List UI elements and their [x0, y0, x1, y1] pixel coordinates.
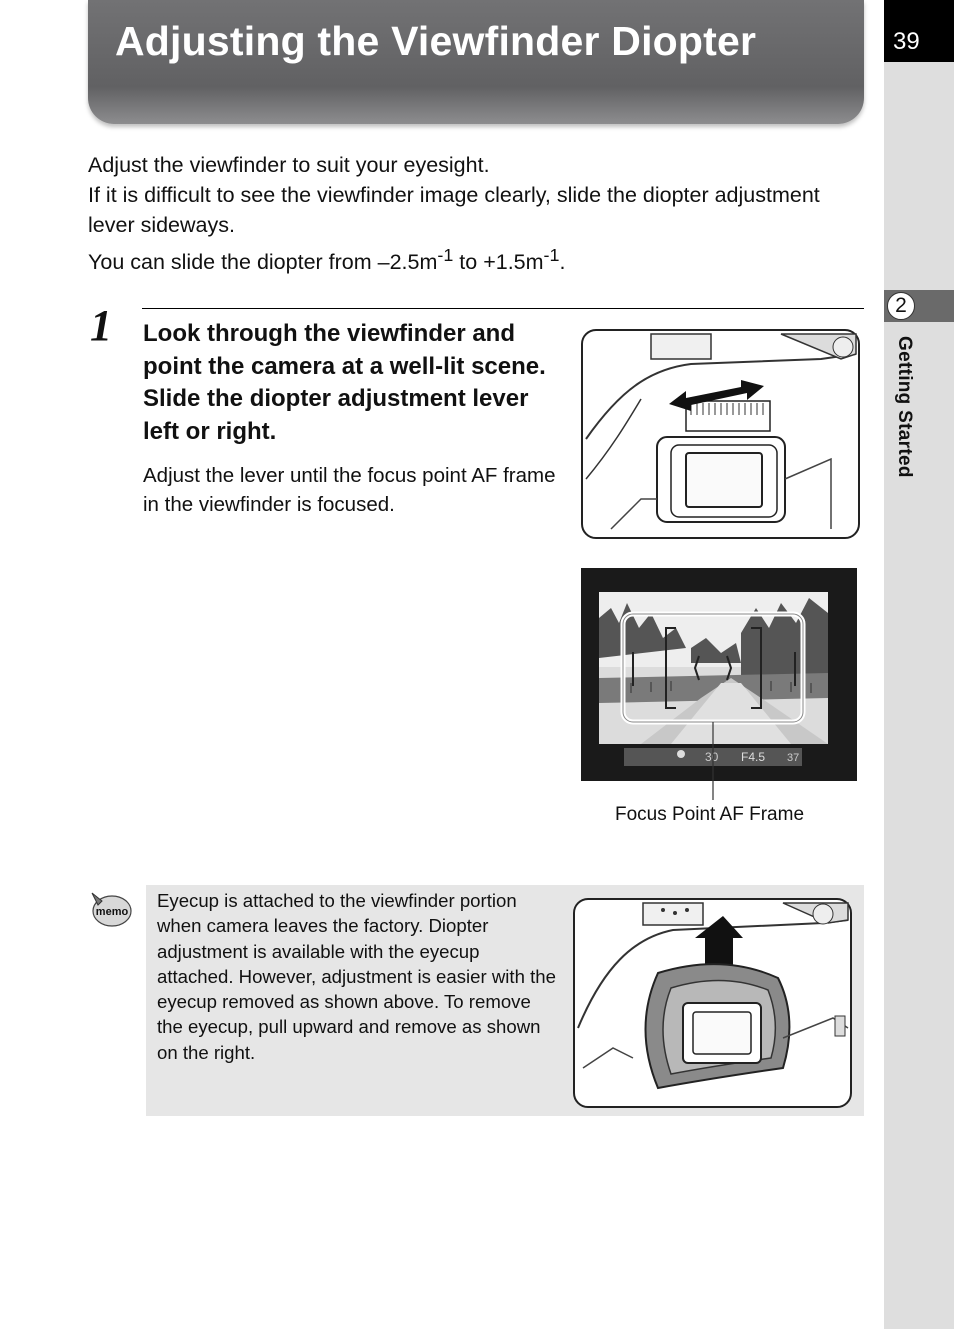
eyecup-removal-illustration: [573, 898, 853, 1110]
intro-line-3: You can slide the diopter from $-2.5m^{-1}$ to $+1.5m^{-1}$.: [88, 245, 566, 275]
viewfinder-aperture-digits: F4.5: [741, 750, 766, 764]
side-tab: [884, 0, 954, 1329]
viewfinder-illustration: [581, 568, 861, 830]
title-banner: [88, 0, 864, 124]
page-title: Adjusting the Viewfinder Diopter: [115, 18, 757, 64]
page-number: 39: [893, 28, 920, 55]
viewfinder-count-digits: 37: [787, 752, 800, 764]
diopter-lever-illustration: [581, 329, 861, 541]
step-divider: [142, 308, 864, 309]
intro-line-1: Adjust the viewfinder to suit your eyesight.: [88, 153, 490, 177]
memo-icon: [88, 889, 134, 931]
step-body: Adjust the lever until the focus point AF frame in the viewfinder is focused.: [143, 464, 556, 516]
step-title: Look through the viewfinder and point the camera at a well-lit scene. Slide the diopter adjustment lever left or right.: [143, 320, 546, 445]
chapter-label: Getting Started: [894, 336, 915, 478]
chapter-number: 2: [887, 292, 915, 320]
intro-line-2: If it is difficult to see the viewfinder image clearly, slide the diopter adjustment lever sideways.: [88, 183, 820, 237]
viewfinder-shutter-digits: 30: [705, 750, 719, 764]
figure-caption: Focus Point AF Frame: [615, 804, 805, 825]
memo-text: Eyecup is attached to the viewfinder portion when camera leaves the factory. Diopter adjustment is available with the eyecup attached. However, adjustment is easier with the eyecup removed as shown above. To remove the eyecup, pull upward and remove as shown on the right.: [157, 890, 556, 1063]
step-number: 1: [90, 301, 112, 350]
intro-text: [88, 150, 848, 277]
svg-text:memo: memo: [95, 906, 129, 918]
